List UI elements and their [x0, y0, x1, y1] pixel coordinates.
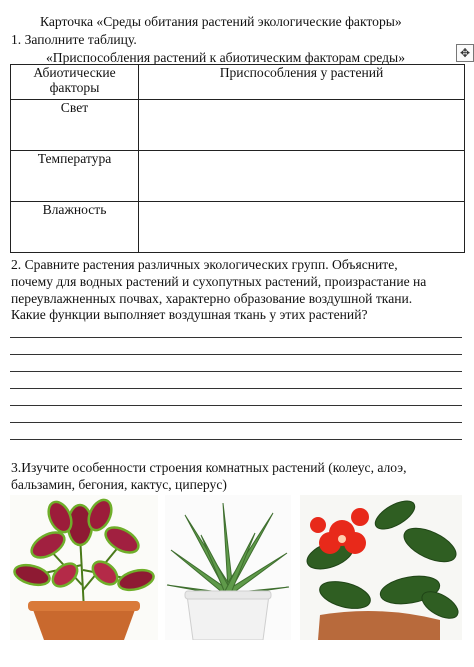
answer-line[interactable]	[10, 405, 462, 406]
task3-line: бальзамин, бегония, кактус, циперус)	[11, 477, 227, 492]
table-cell-answer[interactable]	[139, 202, 465, 253]
table-cell-answer[interactable]	[139, 100, 465, 151]
coleus-photo	[10, 495, 158, 640]
table-header-adaptations: Приспособления у растений	[139, 65, 465, 100]
answer-line[interactable]	[10, 337, 462, 338]
task1-instruction: 1. Заполните таблицу.	[11, 32, 137, 47]
table-row	[11, 202, 465, 253]
answer-line[interactable]	[10, 422, 462, 423]
task2-line: 2. Сравните растения различных экологических групп. Объясните,	[11, 257, 398, 272]
answer-line[interactable]	[10, 388, 462, 389]
table-header-row	[11, 65, 465, 100]
balsam-photo	[300, 495, 462, 640]
table-cell-factor: Влажность	[11, 202, 139, 253]
task2-line: переувлажненных почвах, характерно образование воздушной ткани.	[11, 291, 413, 306]
table-row	[11, 151, 465, 202]
table-title: «Приспособления растений к абиотическим факторам среды»	[46, 50, 405, 65]
task2-line: почему для водных растений и сухопутных растений, произрастание на	[11, 274, 427, 289]
task2-line: Какие функции выполняет воздушная ткань у этих растений?	[11, 307, 368, 322]
adaptations-table	[10, 64, 465, 253]
table-header-factors: Абиотические факторы	[11, 65, 139, 100]
aloe-photo	[165, 495, 291, 640]
move-icon[interactable]: ✥	[456, 44, 474, 62]
table-cell-factor: Температура	[11, 151, 139, 202]
task3-line: 3.Изучите особенности строения комнатных растений (колеус, алоэ,	[11, 460, 407, 475]
card-title: Карточка «Среды обитания растений экологические факторы»	[40, 14, 402, 29]
table-cell-answer[interactable]	[139, 151, 465, 202]
table-row	[11, 100, 465, 151]
answer-line[interactable]	[10, 439, 462, 440]
answer-line[interactable]	[10, 354, 462, 355]
answer-line[interactable]	[10, 371, 462, 372]
table-cell-factor: Свет	[11, 100, 139, 151]
